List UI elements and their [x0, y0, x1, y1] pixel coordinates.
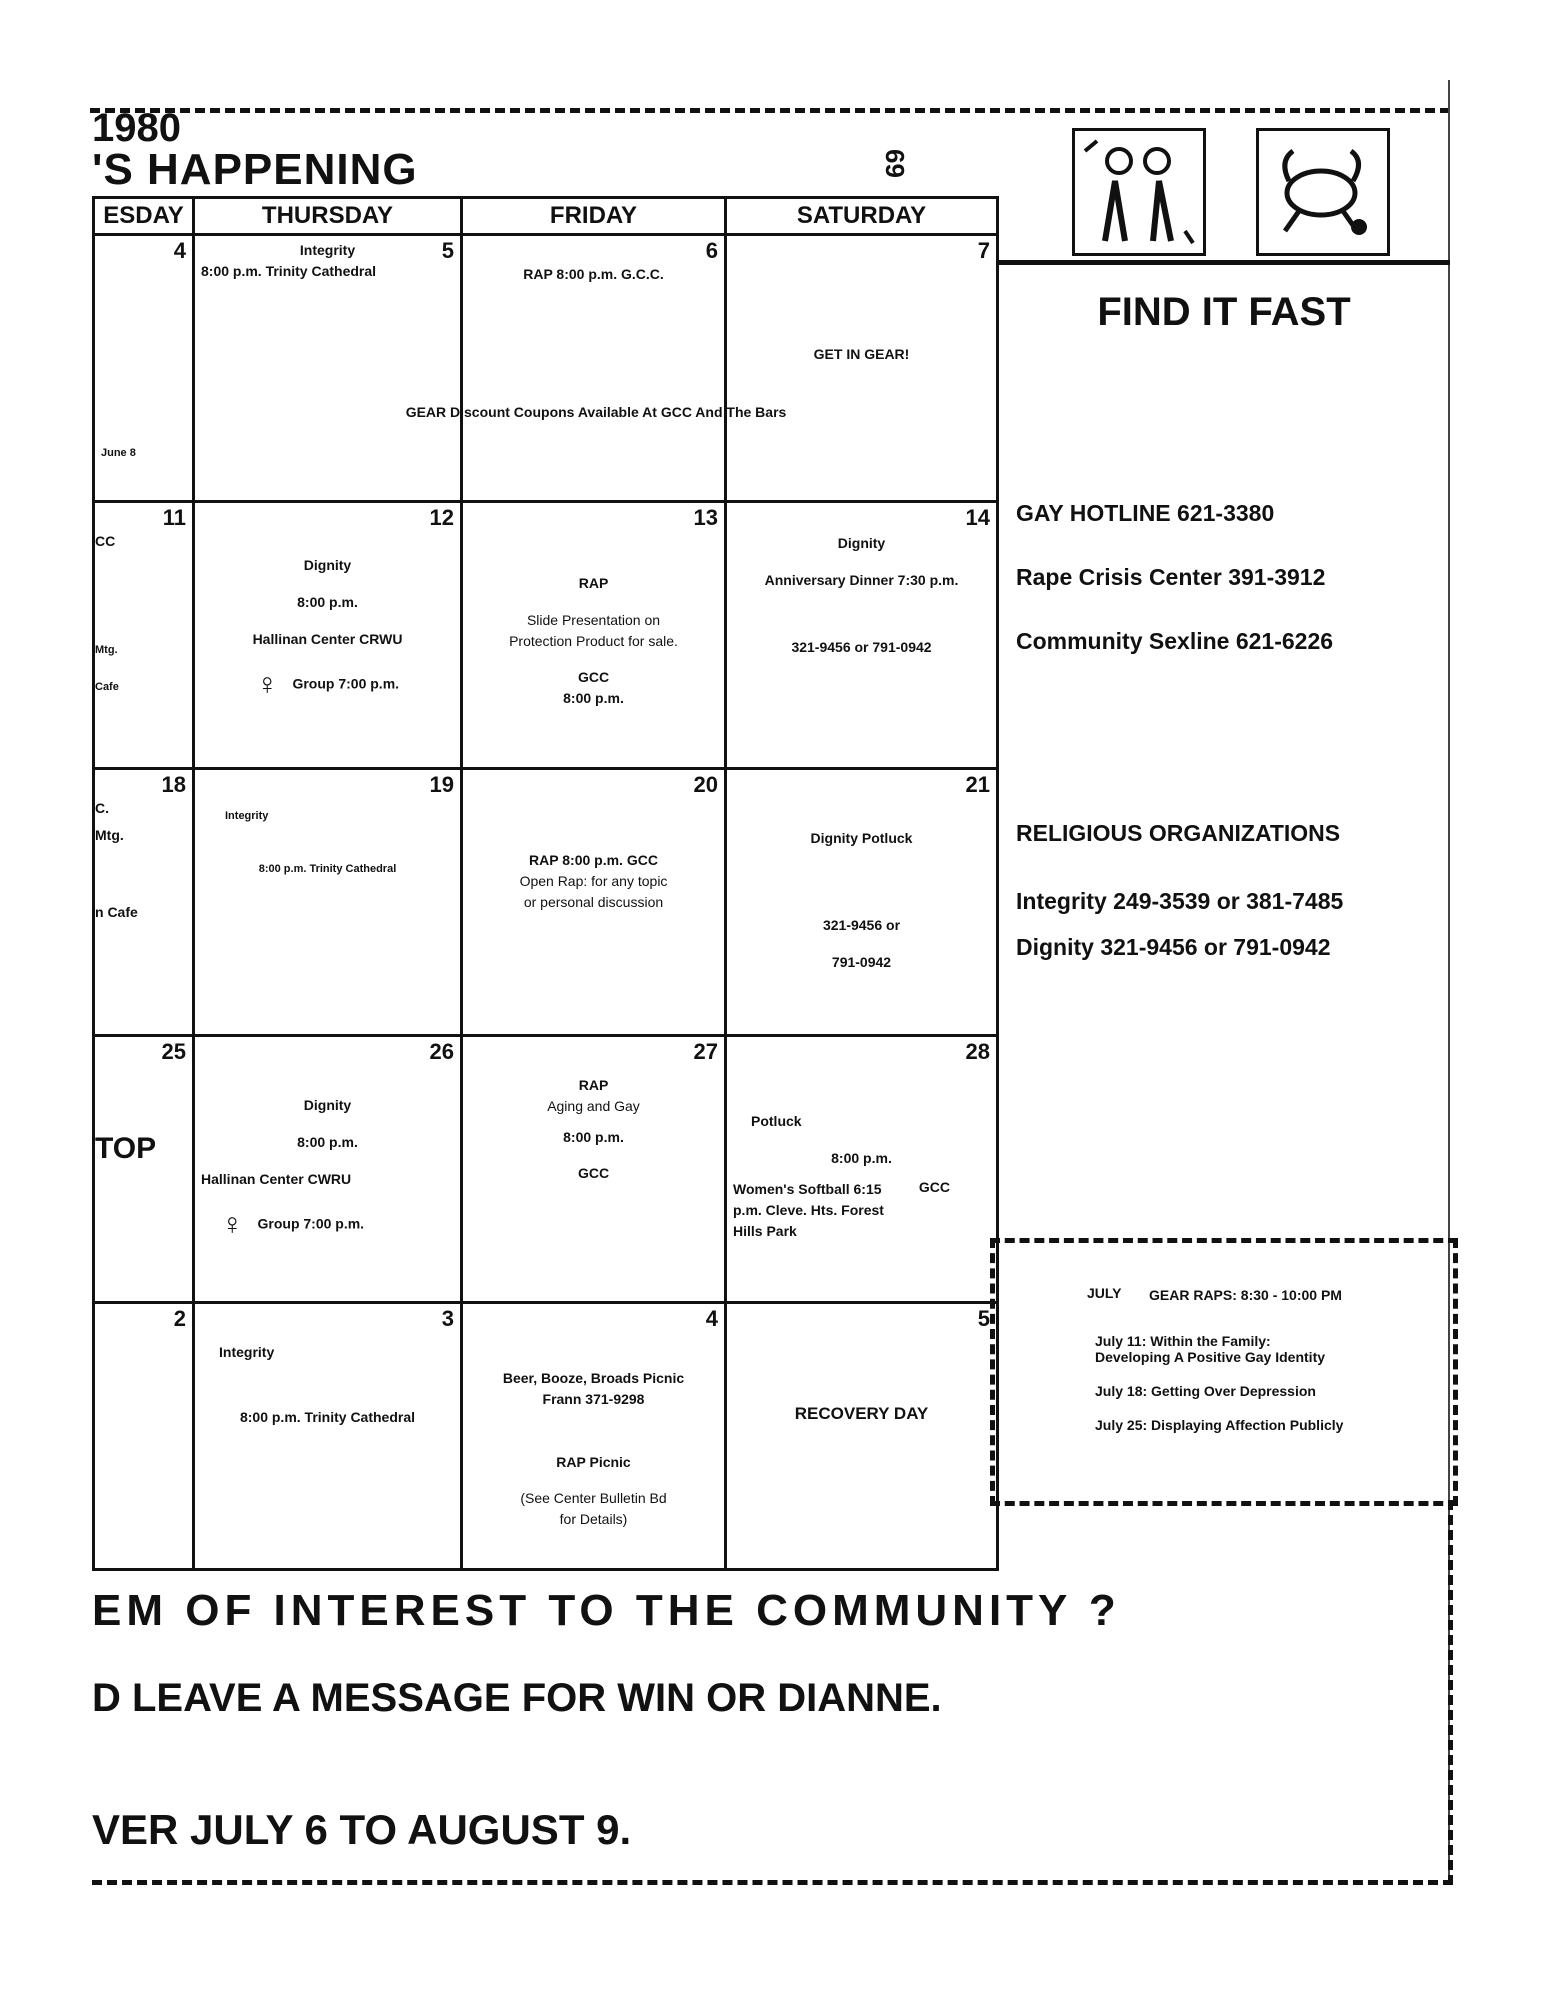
- event-line: 8:00 p.m. Trinity Cathedral: [239, 1408, 416, 1425]
- raps-heading: GEAR RAPS: 8:30 - 10:00 PM: [1149, 1287, 1342, 1303]
- event-line: GCC: [577, 669, 610, 686]
- event-line: p.m. Cleve. Hts. Forest: [733, 1202, 884, 1219]
- calendar-cell: [462, 1036, 726, 1303]
- event-line: Slide Presentation on: [526, 611, 661, 628]
- event-line: 8:00 p.m.: [297, 593, 358, 610]
- event-line: RAP: [578, 1077, 609, 1093]
- calendar-cell: [94, 1036, 194, 1303]
- calendar-cell: [194, 502, 462, 769]
- calendar-cell: [194, 769, 462, 1036]
- event-line: RAP: [578, 575, 609, 591]
- calendar-cell: [462, 502, 726, 769]
- event-line: June 8: [101, 446, 136, 459]
- event-line: Group 7:00 p.m.: [257, 1216, 365, 1233]
- calendar-week: [94, 769, 998, 1036]
- event-line: Protection Product for sale.: [509, 632, 678, 649]
- calendar-grid: [92, 196, 996, 1528]
- event-line: 8:00 p.m. Trinity Cathedral: [201, 262, 377, 279]
- calendar-cell: [726, 502, 998, 769]
- event-line: for Details): [559, 1511, 628, 1528]
- religious-heading: RELIGIOUS ORGANIZATIONS: [1016, 820, 1341, 846]
- event-line: RAP 8:00 p.m. GCC: [529, 852, 658, 868]
- event-line: Women's Softball 6:15: [733, 1181, 882, 1198]
- event-line: Frann 371-9298: [542, 1390, 645, 1407]
- raps-item: July 25: Displaying Affection Publicly: [1095, 1417, 1344, 1434]
- event-line: GET IN GEAR!: [813, 346, 910, 362]
- day-number: 20: [693, 772, 718, 797]
- day-number: 2: [173, 1306, 186, 1331]
- event-line: C.: [95, 800, 109, 816]
- calendar-cell: [194, 1036, 462, 1303]
- event-line: GCC: [918, 1178, 950, 1195]
- event-line: RECOVERY DAY: [794, 1404, 929, 1423]
- section-divider: [998, 260, 1450, 265]
- religious-entry: Integrity 249-3539 or 381-7485: [1016, 888, 1344, 914]
- day-number: 5: [977, 1306, 990, 1331]
- event-line: RAP 8:00 p.m. G.C.C.: [523, 266, 664, 282]
- venus-icon: ♀: [255, 668, 279, 702]
- event-line: Integrity: [225, 810, 269, 822]
- day-number: 6: [705, 238, 718, 263]
- day-number: 4: [705, 1306, 718, 1331]
- raps-month: JULY: [1087, 1285, 1122, 1301]
- group-line: [221, 1207, 454, 1243]
- hotline-entry: Community Sexline 621-6226: [1016, 628, 1334, 654]
- page-number: 69: [879, 149, 910, 178]
- day-number: 14: [965, 505, 990, 530]
- event-line: Mtg.: [95, 826, 124, 843]
- religious-entry: Dignity 321-9456 or 791-0942: [1016, 934, 1331, 960]
- day-number: 13: [693, 505, 718, 530]
- calendar-cell: [194, 235, 462, 502]
- day-number: 25: [161, 1039, 186, 1064]
- event-line: Dignity Potluck: [810, 830, 913, 846]
- top-rule: [90, 108, 1450, 113]
- hotline-entry: Rape Crisis Center 391-3912: [1016, 564, 1326, 590]
- event-line: Dignity: [837, 535, 886, 551]
- event-line: Hallinan Center CWRU: [201, 1170, 352, 1187]
- event-line: 791-0942: [831, 953, 892, 970]
- event-line: or personal discussion: [523, 893, 664, 910]
- gear-raps-box: [990, 1238, 1458, 1506]
- event-line: Open Rap: for any topic: [519, 872, 668, 889]
- calendar-week: [94, 1036, 998, 1303]
- calendar-cell: [726, 1036, 998, 1303]
- event-line: Integrity: [219, 1344, 275, 1360]
- event-line: Dignity: [303, 1097, 352, 1113]
- day-header-friday: FRIDAY: [462, 198, 726, 235]
- event-line: 8:00 p.m. Trinity Cathedral: [258, 863, 397, 876]
- calendar-cell: [462, 235, 726, 502]
- event-line: 321-9456 or: [822, 916, 901, 933]
- day-number: 18: [161, 772, 186, 797]
- event-line: 8:00 p.m.: [297, 1133, 358, 1150]
- event-line: 8:00 p.m.: [831, 1149, 892, 1166]
- day-number: 4: [173, 238, 186, 263]
- day-number: 7: [977, 238, 990, 263]
- event-line: 321-9456 or 791-0942: [791, 638, 932, 655]
- event-line: TOP: [95, 1132, 157, 1165]
- day-number: 28: [965, 1039, 990, 1064]
- day-header-tuesday: ESDAY: [94, 198, 194, 235]
- week-note: GEAR Discount Coupons Available At GCC And The Bars: [405, 404, 787, 420]
- announcement-line: D LEAVE A MESSAGE FOR WIN OR DIANNE.: [92, 1676, 942, 1720]
- raps-item: July 18: Getting Over Depression: [1095, 1383, 1316, 1400]
- raps-item: July 11: Within the Family: Developing A Positive Gay Identity: [1095, 1333, 1326, 1366]
- day-number: 26: [429, 1039, 454, 1064]
- header-title: 'S HAPPENING: [92, 145, 418, 194]
- day-number: 11: [162, 505, 186, 530]
- header-year: 1980: [92, 106, 181, 150]
- day-number: 3: [441, 1306, 454, 1331]
- event-line: n Cafe: [95, 903, 138, 920]
- calendar-cell: [94, 235, 194, 502]
- hotline-entry: GAY HOTLINE 621-3380: [1016, 500, 1275, 526]
- event-line: GCC: [577, 1165, 610, 1182]
- event-line: Potluck: [751, 1113, 802, 1129]
- event-line: Mtg.: [95, 643, 118, 656]
- day-number: 12: [429, 505, 454, 530]
- event-line: Aging and Gay: [547, 1097, 640, 1114]
- zodiac-logos: [1072, 128, 1436, 258]
- calendar-week: [94, 502, 998, 769]
- event-line: RAP Picnic: [556, 1453, 631, 1470]
- calendar-cell: [462, 769, 726, 1036]
- event-line: (See Center Bulletin Bd: [520, 1490, 667, 1507]
- group-line: [201, 667, 454, 703]
- day-number: 21: [965, 772, 990, 797]
- event-line: Integrity: [299, 242, 356, 258]
- day-number: 5: [441, 238, 454, 263]
- find-it-fast-title: FIND IT FAST: [1097, 290, 1351, 334]
- calendar-cell: [726, 769, 998, 1036]
- gemini-icon: [1072, 128, 1206, 256]
- cancer-icon: [1256, 128, 1390, 256]
- event-line: CC: [95, 533, 116, 549]
- announcement-line: VER JULY 6 TO AUGUST 9.: [92, 1806, 632, 1853]
- announcement-line: EM OF INTEREST TO THE COMMUNITY ?: [92, 1586, 1121, 1635]
- day-header-thursday: THURSDAY: [194, 198, 462, 235]
- calendar-cell: [726, 235, 998, 502]
- calendar-cell: [94, 769, 194, 1036]
- event-line: Hills Park: [733, 1222, 797, 1239]
- calendar-week: [94, 235, 998, 502]
- event-line: Hallinan Center CRWU: [252, 630, 403, 647]
- calendar-cell: [94, 502, 194, 769]
- day-number: 19: [429, 772, 454, 797]
- venus-icon: ♀: [221, 1208, 244, 1242]
- day-header-saturday: SATURDAY: [726, 198, 998, 235]
- event-line: Anniversary Dinner 7:30 p.m.: [764, 571, 959, 588]
- event-line: Cafe: [95, 680, 119, 693]
- event-line: 8:00 p.m.: [563, 690, 624, 707]
- event-line: 8:00 p.m.: [563, 1128, 624, 1145]
- event-line: Beer, Booze, Broads Picnic: [502, 1370, 685, 1386]
- event-line: Dignity: [303, 557, 352, 573]
- event-line: Group 7:00 p.m.: [292, 676, 400, 693]
- day-number: 27: [693, 1039, 718, 1064]
